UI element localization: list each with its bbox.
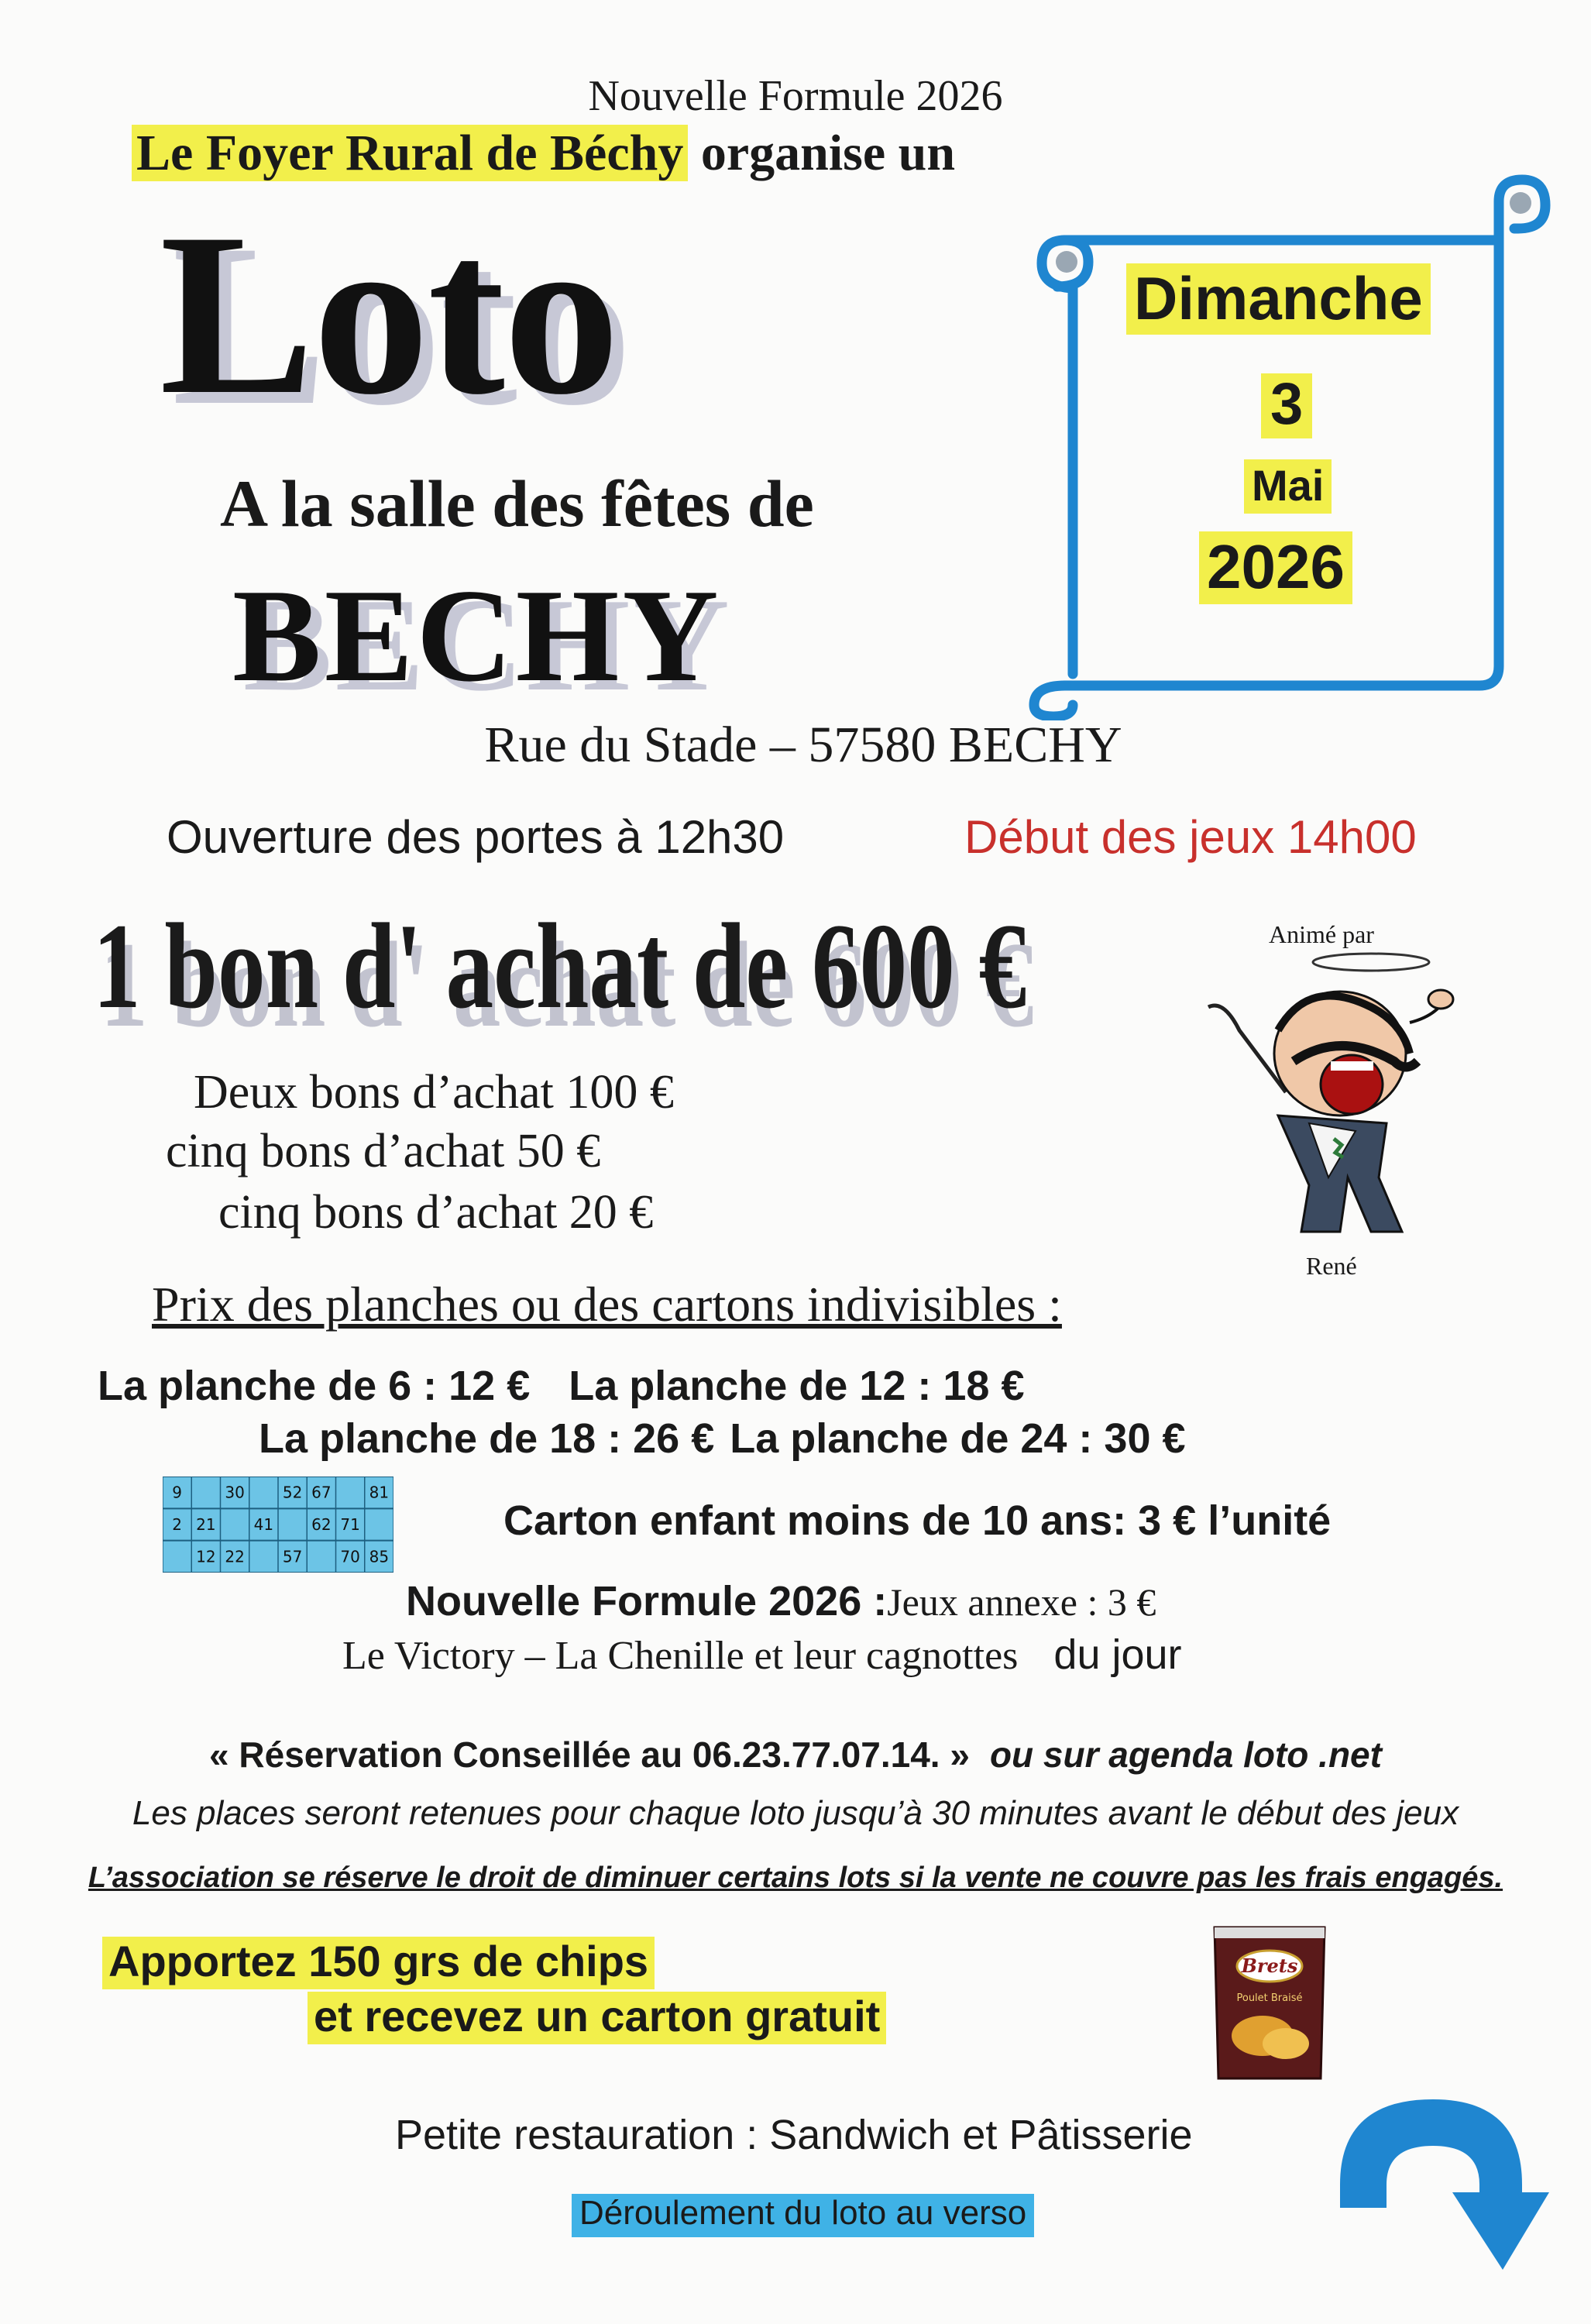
bingo-number: 2 xyxy=(172,1515,182,1534)
pricing-heading: Prix des planches ou des cartons indivisibles : xyxy=(152,1277,1062,1332)
bingo-number: 41 xyxy=(253,1515,274,1534)
chips-offer-line-1: Apportez 150 grs de chips xyxy=(102,1937,655,1989)
planche-row xyxy=(259,1415,1186,1463)
prize-line: Deux bons d’achat 100 € xyxy=(194,1066,674,1119)
bingo-number: 85 xyxy=(369,1547,390,1566)
curved-arrow-icon xyxy=(1325,2068,1549,2278)
organizer-suffix: organise un xyxy=(688,125,956,181)
chips-brand: Brets xyxy=(1241,1954,1298,1977)
host-label: Animé par xyxy=(1269,920,1374,948)
organizer-name: Le Foyer Rural de Béchy xyxy=(132,125,688,181)
planche-18-price: La planche de 18 : 26 € xyxy=(259,1415,715,1462)
organizer-line xyxy=(132,124,955,183)
chips-bag xyxy=(1208,1920,1331,2087)
games-start: Début des jeux 14h00 xyxy=(964,811,1417,863)
bingo-number: 67 xyxy=(311,1483,332,1502)
bingo-number: 30 xyxy=(225,1483,245,1502)
planche-24-price: La planche de 24 : 30 € xyxy=(730,1415,1186,1462)
association-disclaimer: L’association se réserve le droit de diminuer certains lots si la vente ne couvre pas les frais engagés. xyxy=(88,1862,1503,1894)
scroll-banner-icon xyxy=(1011,170,1561,720)
annex-games: Le Victory – La Chenille et leur cagnottes xyxy=(342,1634,1019,1678)
reservation-phone: « Réservation Conseillée au 06.23.77.07.14. » xyxy=(209,1734,970,1775)
bingo-number: 22 xyxy=(225,1547,245,1566)
date-month: Mai xyxy=(1244,459,1332,514)
bingo-number: 21 xyxy=(196,1515,216,1534)
date-number: 3 xyxy=(1261,373,1312,438)
planche-6-price: La planche de 6 : 12 € xyxy=(98,1363,531,1409)
main-prize: 1 bon d' achat de 600 € xyxy=(93,899,1027,1034)
child-card-price: Carton enfant moins de 10 ans: 3 € l’unité xyxy=(503,1497,1332,1544)
formula-line xyxy=(406,1577,1156,1625)
top-formula-title: Nouvelle Formule 2026 xyxy=(588,72,1003,120)
bingo-number: 52 xyxy=(282,1483,303,1502)
reservation-alternative: ou sur agenda loto .net xyxy=(989,1734,1382,1775)
prize-line: cinq bons d’achat 20 € xyxy=(218,1186,654,1239)
annex-games-suffix: du jour xyxy=(1053,1631,1182,1678)
date-day: Dimanche xyxy=(1126,263,1431,335)
host-name: René xyxy=(1306,1252,1357,1280)
planche-row xyxy=(98,1362,1025,1410)
host-cartoon-icon xyxy=(1193,945,1456,1243)
bingo-number: 70 xyxy=(340,1547,360,1566)
chips-flavor: Poulet Braisé xyxy=(1236,1992,1303,2004)
bingo-number: 62 xyxy=(311,1515,332,1534)
loto-title: Loto xyxy=(160,185,618,442)
formula-label: Nouvelle Formule 2026 : xyxy=(406,1578,888,1624)
bingo-number: 81 xyxy=(369,1483,390,1502)
verso-note: Déroulement du loto au verso xyxy=(572,2194,1034,2237)
bingo-number: 12 xyxy=(196,1547,216,1566)
formula-text: Jeux annexe : 3 € xyxy=(887,1580,1156,1624)
bingo-card xyxy=(163,1477,393,1573)
prize-line: cinq bons d’achat 50 € xyxy=(166,1125,601,1177)
chips-offer-line-2: et recevez un carton gratuit xyxy=(308,1992,886,2044)
planche-12-price: La planche de 12 : 18 € xyxy=(569,1363,1025,1409)
places-note: Les places seront retenues pour chaque loto jusqu’à 30 minutes avant le début des jeux xyxy=(132,1794,1459,1832)
bingo-number: 9 xyxy=(172,1483,182,1502)
annex-games-line xyxy=(342,1631,1182,1679)
venue-line: A la salle des fêtes de xyxy=(220,466,814,541)
date-year: 2026 xyxy=(1199,531,1352,604)
food-offer: Petite restauration : Sandwich et Pâtisserie xyxy=(395,2112,1193,2158)
address: Rue du Stade – 57580 BECHY xyxy=(484,717,1122,773)
bingo-number: 57 xyxy=(282,1547,303,1566)
bingo-number: 71 xyxy=(340,1515,360,1534)
reservation-line xyxy=(0,1734,1591,1776)
town-title: BECHY xyxy=(232,562,722,710)
doors-open: Ouverture des portes à 12h30 xyxy=(167,811,785,863)
